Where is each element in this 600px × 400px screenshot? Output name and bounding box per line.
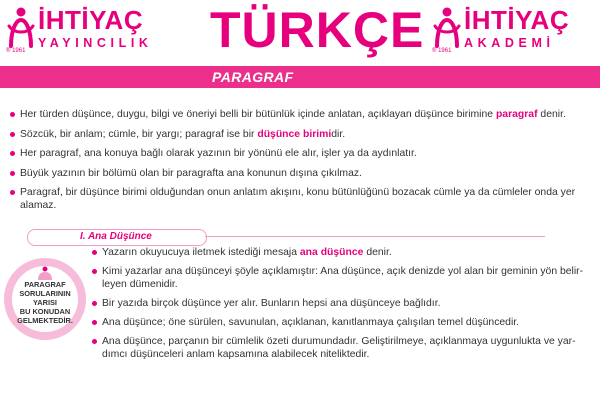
list-item: Kimi yazarlar ana düşünceyi şöyle açıklamıştır: Ana düşünce, açık denizde yol alan bir geminin yön belir- leyen dümenidir. [92, 265, 592, 291]
list-item: Sözcük, bir anlam; cümle, bir yargı; paragraf ise bir düşünce birimidir. [10, 128, 590, 141]
list-item: Ana düşünce, parçanın bir cümlelik özeti durumundadır. Geliştirilmeye, açıklanmaya uygunlukta ve yar- dımcı düşünceleri anlam kapsamına alabilecek niteliktedir. [92, 335, 592, 361]
main-idea-list [92, 246, 592, 367]
section-heading [27, 229, 207, 246]
brand-name-right: İHTİYAÇ [464, 5, 570, 35]
list-item: Her paragraf, ana konuya bağlı olarak yazının bir yönünü ele alır, işler ya da aydınlatır. [10, 147, 590, 160]
page-header [0, 0, 600, 64]
brand-sub-right: AKADEMİ [464, 36, 555, 50]
banner-title: PARAGRAF [212, 69, 294, 85]
ihtiyac-figure-icon [6, 6, 36, 52]
bullet-icon [10, 190, 15, 195]
list-item: Paragraf, bir düşünce birimi olduğundan onun anlatım akışını, konu bütünlüğünü bozacak cümle ya da cümleler onda yer alamaz. [10, 186, 590, 212]
brand-name-left: İHTİYAÇ [38, 5, 144, 35]
bullet-icon [10, 132, 15, 137]
reader-figure-icon [32, 266, 58, 280]
bullet-icon [92, 269, 97, 274]
section-divider [205, 236, 545, 237]
bullet-icon [10, 112, 15, 117]
section-title: I. Ana Düşünce [80, 231, 152, 242]
list-item: Yazarın okuyucuya iletmek istediği mesaja ana düşünce denir. [92, 246, 592, 259]
topic-banner [0, 66, 600, 88]
bullet-icon [92, 301, 97, 306]
list-item: Büyük yazının bir bölümü olan bir paragrafta ana konunun dışına çıkılmaz. [10, 167, 590, 180]
badge-text: PARAGRAF SORULARININ YARISI BU KONUDAN GELMEKTEDİR. [17, 280, 73, 325]
subject-title: TÜRKÇE [210, 2, 425, 58]
trademark-left: ® 1961 [6, 48, 26, 54]
bullet-icon [92, 250, 97, 255]
list-item: Ana düşünce; öne sürülen, savunulan, açıklanan, kanıtlanmaya çalışılan temel düşüncedir. [92, 316, 592, 329]
ihtiyac-figure-icon [432, 6, 462, 52]
definition-list [10, 108, 590, 219]
trademark-right: ® 1961 [432, 48, 452, 54]
bullet-icon [92, 320, 97, 325]
bullet-icon [92, 339, 97, 344]
bullet-icon [10, 171, 15, 176]
list-item: Bir yazıda birçok düşünce yer alır. Bunların hepsi ana düşünceye bağlıdır. [92, 297, 592, 310]
bullet-icon [10, 151, 15, 156]
list-item: Her türden düşünce, duygu, bilgi ve öneriyi belli bir bütünlük içinde anlatan, açıklayan düşünce birimine paragraf denir. [10, 108, 590, 121]
brand-sub-left: YAYINCILIK [38, 36, 153, 50]
info-badge [4, 258, 86, 340]
publisher-logo-right [432, 6, 569, 52]
publisher-logo-left [6, 6, 153, 52]
